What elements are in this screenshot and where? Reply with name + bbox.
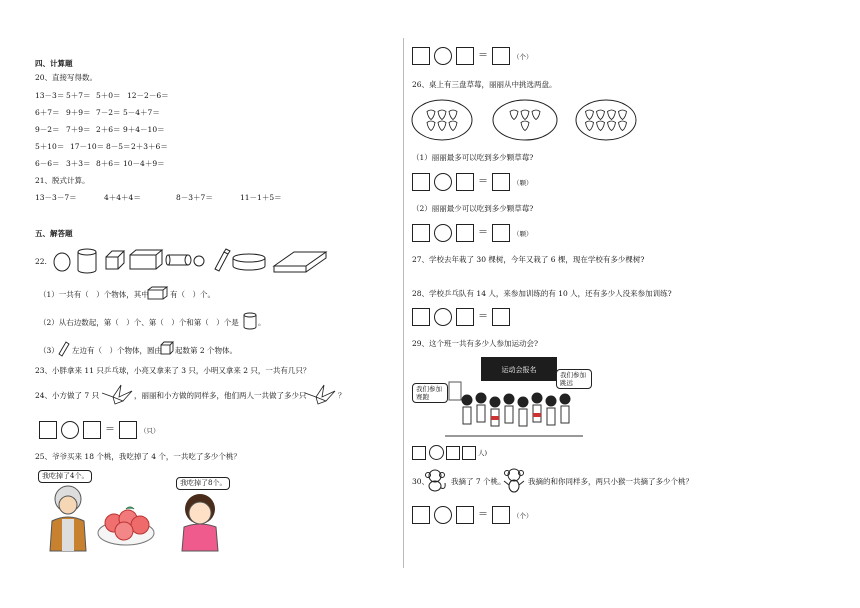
section-4-title: 四、计算题 (35, 59, 73, 68)
unit-label: 人) (478, 449, 488, 457)
unit-label: （只） (140, 427, 160, 435)
q24-text-a: 24、小方做了 7 只 (35, 391, 100, 400)
strawberry-icon (449, 110, 457, 120)
strawberry-icon (438, 110, 446, 120)
q22-part2-a: （2）从右边数起，第（ ）个、第（ ）个和第（ ）个是 (39, 318, 239, 327)
answer-box[interactable] (412, 47, 430, 65)
operator-circle[interactable] (434, 506, 452, 524)
cube-icon (160, 341, 174, 355)
answer-box[interactable] (412, 506, 430, 524)
sphere-icon (194, 256, 204, 266)
paper-crane-icon (101, 383, 133, 405)
strawberry-icon (427, 110, 435, 120)
unit-label: （个） (513, 53, 533, 61)
q27-text: 27、学校去年栽了 30 棵树，今年又栽了 6 棵，现在学校有多少棵树? (412, 255, 645, 264)
strawberry-icon (586, 110, 594, 120)
q24-text-b: ，丽丽和小方做的同样多，他们两人一共做了多少只 (134, 391, 307, 400)
strawberry-icon (597, 110, 605, 120)
jump-speech-bubble: 我们参加跳远 (556, 369, 592, 389)
q22-shapes-illustration (50, 246, 330, 278)
flat-cylinder-icon (233, 254, 265, 270)
q30-number: 30、 (412, 477, 430, 486)
strawberry-icon (521, 110, 529, 120)
answer-box[interactable] (492, 173, 510, 191)
q20-cell: 7＋9＝ (66, 125, 91, 134)
q26-part2: （2）丽丽最少可以吃到多少颗草莓? (412, 204, 534, 213)
strawberry-plates (410, 98, 640, 142)
answer-box[interactable] (492, 47, 510, 65)
q20-cell: 17－10＝ (70, 142, 105, 151)
race-speech-bubble: 我们参加赛跑 (412, 383, 448, 403)
answer-box[interactable] (462, 446, 476, 460)
equals-sign: ＝ (478, 227, 488, 238)
paper-crane-icon (304, 383, 336, 405)
answer-box[interactable] (492, 506, 510, 524)
equals-sign: ＝ (478, 176, 488, 187)
operator-circle[interactable] (434, 47, 452, 65)
q20-cell: 5＋0＝ (96, 91, 121, 100)
q20-cell: 8＋6＝ (96, 159, 121, 168)
q20-cell: 8－5＝ (106, 142, 131, 151)
strawberry-icon (586, 121, 594, 131)
q22-number: 22. (35, 257, 47, 266)
monkey-icon (502, 467, 526, 493)
operator-circle[interactable] (429, 445, 444, 460)
cube-icon (106, 251, 124, 269)
answer-box[interactable] (492, 224, 510, 242)
q23-text: 23、小胖拿来 11 只乒乓球，小亮又拿来了 3 只，小明又拿来 2 只，一共有几只？ (35, 366, 311, 375)
cuboid-icon (147, 286, 169, 300)
peach-plate-icon (98, 507, 154, 545)
strawberry-icon (608, 110, 616, 120)
operator-circle[interactable] (434, 173, 452, 191)
q21-item: 4＋4＋4＝ (104, 193, 141, 202)
answer-box[interactable] (456, 506, 474, 524)
q29-text: 29、这个班一共有多少人参加运动会? (412, 339, 539, 348)
answer-box[interactable] (446, 446, 460, 460)
q30-text-b: 我摘了 7 个桃。 (451, 477, 506, 486)
prism-icon (215, 249, 230, 271)
strawberry-icon (619, 110, 627, 120)
girl-speech-bubble: 我吃掉了8个。 (176, 477, 230, 490)
monkey-icon (424, 468, 448, 492)
q20-cell: 6＋7＝ (35, 108, 60, 117)
board-title: 运动会报名 (501, 366, 537, 374)
strawberry-icon (427, 121, 435, 131)
strawberry-icon (608, 121, 616, 131)
q20-cell: 7－2＝ (96, 108, 121, 117)
answer-box[interactable] (492, 308, 510, 326)
q20-cell: 3＋3＝ (66, 159, 91, 168)
column-divider (403, 38, 404, 568)
equals-sign: ＝ (105, 424, 115, 435)
q21-label: 21、脱式计算。 (35, 176, 90, 185)
q22-part3-c: 起数第 2 个物体。 (175, 346, 238, 355)
cylinder-icon (243, 312, 257, 330)
answer-box[interactable] (119, 421, 137, 439)
equals-sign: ＝ (478, 509, 488, 520)
plate-icon (576, 100, 636, 140)
prism-icon (57, 340, 71, 356)
strawberry-icon (532, 110, 540, 120)
flat-cuboid-icon (274, 252, 326, 272)
answer-box[interactable] (456, 308, 474, 326)
grandma-speech-bubble: 我吃掉了4个。 (38, 470, 92, 483)
answer-box[interactable] (39, 421, 57, 439)
strawberry-icon (438, 121, 446, 131)
q20-cell: 6－6＝ (35, 159, 60, 168)
answer-box[interactable] (456, 173, 474, 191)
q22-part2-b: 。 (258, 318, 266, 327)
equals-sign: ＝ (478, 311, 488, 322)
q20-cell: 5＋7＝ (66, 91, 91, 100)
strawberry-icon (521, 121, 529, 131)
grandma-icon (50, 486, 86, 551)
unit-label: （个） (513, 512, 533, 520)
answer-box[interactable] (456, 47, 474, 65)
q20-label: 20、直接写得数。 (35, 73, 98, 82)
strawberry-icons (427, 110, 627, 131)
ball-icon (54, 253, 70, 271)
q20-cell: 9＋9＝ (66, 108, 91, 117)
section-5-title: 五、解答题 (35, 229, 73, 238)
strawberry-icon (619, 121, 627, 131)
q20-cell: 13－3＝ (35, 91, 65, 100)
students-illustration (445, 380, 585, 438)
q22-part1-a: （1）一共有（ ）个物体，其中 (39, 290, 149, 299)
strawberry-icon (597, 121, 605, 131)
girl-icon (182, 494, 218, 551)
answer-box[interactable] (412, 308, 430, 326)
q21-item: 11－1＋5＝ (240, 193, 282, 202)
q20-cell: 9－2＝ (35, 125, 60, 134)
strawberry-icon (449, 121, 457, 131)
q25-illustration (40, 483, 230, 553)
q20-cell: 5＋10＝ (35, 142, 65, 151)
q22-part3-b: 左边有（ ）个物体，圆由 (72, 346, 162, 355)
q24-text-c: ？ (338, 391, 346, 400)
unit-label: （颗） (513, 179, 533, 187)
answer-box[interactable] (83, 421, 101, 439)
q20-cell: 12－2－6＝ (127, 91, 169, 100)
operator-circle[interactable] (434, 224, 452, 242)
cuboid-icon (130, 250, 162, 269)
q22-part3-a: （3） (39, 346, 59, 355)
plate-icon (493, 100, 557, 140)
q20-cell: 2＋3＋6＝ (131, 142, 168, 151)
q26-text: 26、桌上有三盘草莓，丽丽从中挑选两盘。 (412, 80, 557, 89)
q28-text: 28、学校乒乓队有 14 人，来参加训练的有 10 人，还有多少人没来参加训练? (412, 289, 672, 298)
calendar-icon (449, 382, 461, 400)
q21-item: 8－3＋7＝ (176, 193, 213, 202)
q30-text-c: 我摘的和你同样多，两只小猴一共摘了多少个桃？ (528, 477, 693, 486)
answer-box[interactable] (412, 173, 430, 191)
signup-board (481, 357, 557, 381)
equals-sign: ＝ (478, 50, 488, 61)
q20-cell: 2＋6＝ (96, 125, 121, 134)
answer-box[interactable] (456, 224, 474, 242)
strawberry-icon (510, 110, 518, 120)
q20-cell: 5－4＋7＝ (123, 108, 160, 117)
answer-box[interactable] (412, 446, 426, 460)
q22-part1-b: 有（ ）个。 (170, 290, 215, 299)
answer-box[interactable] (412, 224, 430, 242)
q25-text: 25、爷爷买来 18 个桃，我吃掉了 4 个，一共吃了多少个桃？ (35, 452, 241, 461)
unit-label: （颗） (513, 230, 533, 238)
cylinder-icon (78, 249, 96, 273)
q20-cell: 10－4＋9＝ (123, 159, 165, 168)
plate-icon (412, 100, 472, 140)
operator-circle[interactable] (61, 421, 79, 439)
operator-circle[interactable] (434, 308, 452, 326)
q26-part1: （1）丽丽最多可以吃到多少颗草莓? (412, 153, 534, 162)
pipe-icon (166, 255, 191, 265)
q21-item: 13－3－7＝ (35, 193, 77, 202)
q20-cell: 9＋4－10＝ (123, 125, 165, 134)
